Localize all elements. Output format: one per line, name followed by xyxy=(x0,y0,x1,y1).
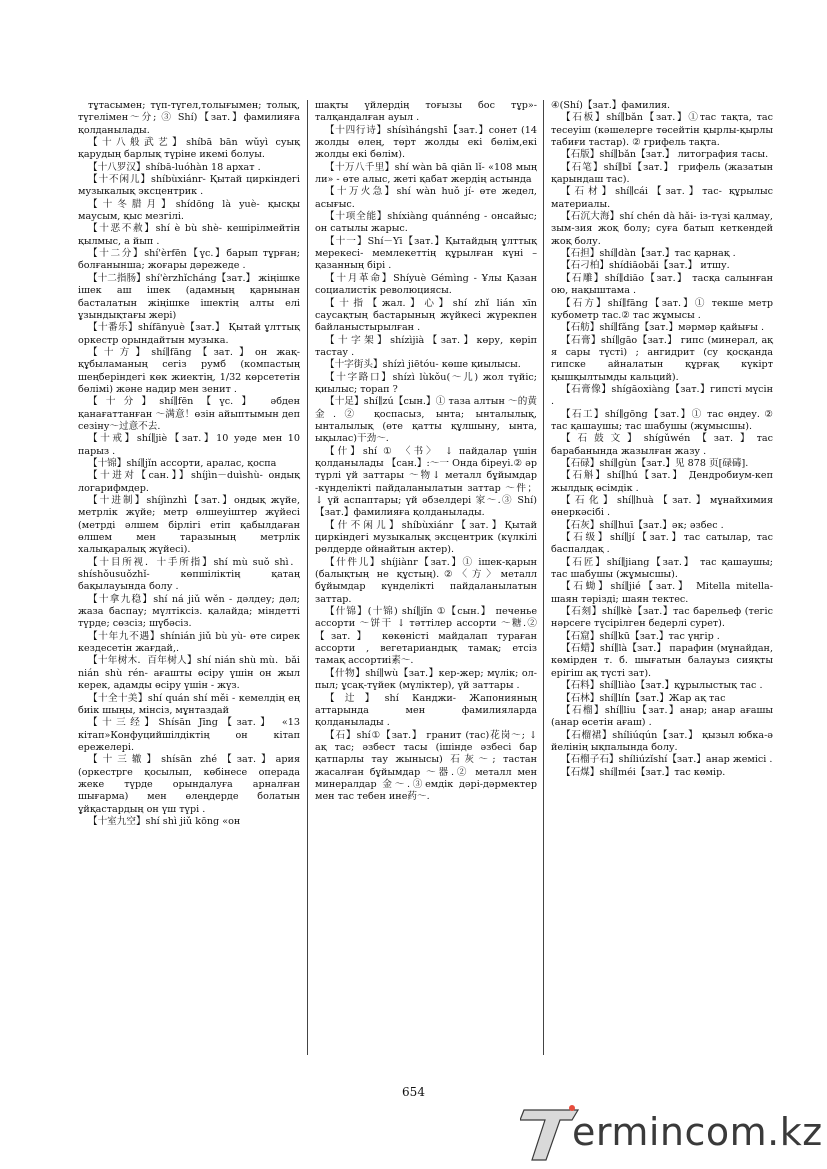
dictionary-entry: 【什】shí ① 〈书〉 ↓ пайдалар үшін қолданылады 【сан.】:～一 Онда біреуі.② әр түрлі үй заттары ～物↓ металл бұйымдар -күнделікті пайдаланылатын заттар ～件； ↓ үй аспаптары; үй әбзелдері 家～.③ Shí)【зат.】фамилияға қолданылады. xyxy=(315,445,537,519)
dictionary-entry: 【十三经】Shísān Jīng【зат.】 «13 кітап»Конфуцийшілдіктің он кітап ережелері. xyxy=(78,717,300,753)
dictionary-entry: 【石材】shí∥cái【зат.】тас- құрылыс материалы. xyxy=(551,186,773,210)
dictionary-entry: 【什不闲儿】shíbùxiánr【зат.】Қытай циркіндегі музыкалық эксцентрик (күлкілі рөлдерде ойнайтын актер). xyxy=(315,519,537,556)
dictionary-entry: 【十进对【сан.】】shíjìn－duìshù- ондық логарифмдер. xyxy=(78,470,300,494)
dictionary-entry: 【石膏像】shígāoxiàng【зат.】гипсті мүсін . xyxy=(551,383,773,408)
dictionary-entry: 【十八般武艺】shíbā bān wǔyì суық қарудың барлық түріне икемі болуы. xyxy=(78,137,300,161)
dictionary-entry: 【十一】Shí－Yī【зат.】Қытайдың ұлттық мерекесі- мемлекеттің құрылған күні – қазанның бірі . xyxy=(315,235,537,272)
dictionary-entry: 【石沉大海】shí chén dà hǎi- із-түзі қалмау, зым-зия жоқ болу; суға батып кеткендей жоқ болу. xyxy=(551,211,773,247)
dictionary-entry: 【石榴裙】shíliúqún【зат.】 қызыл юбка-ә йелінің ықпалында болу. xyxy=(551,729,773,753)
dictionary-entry: 【十目所视．十手所指】shí mù suǒ shì．shíshǒusuǒzhǐ- көпшіліктің қатаң бақылауында болу . xyxy=(78,556,300,593)
dictionary-entry: 【石煤】shí∥méi【зат.】тас көмір. xyxy=(561,766,726,778)
dictionary-entry: 【石级】shí∥jí【зат.】тас сатылар, тас баспалдақ . xyxy=(551,532,773,556)
dictionary-entry: 【十字街头】shízì jiētóu- көше қиылысы. xyxy=(325,359,521,371)
dictionary-entry: 【石料】shí∥liào【зат.】құрылыстық тас . xyxy=(561,680,763,692)
dictionary-entry: ④(Shí)【зат.】фамилия. xyxy=(551,100,671,111)
page-number: 654 xyxy=(402,1085,425,1099)
dictionary-entry: 【石匠】shí∥jiang【зат.】 тас қашаушы; тас шабушы (жұмысшы). xyxy=(551,556,773,581)
dictionary-entry: 【十万八千里】shí wàn bā qiān lǐ- «108 мың ли» - өте алыс, жеті қабат жердің астында xyxy=(315,161,537,186)
dictionary-entry: 【石窟】shí∥kū【зат.】тас үңгір . xyxy=(561,630,720,642)
watermark-text: ermincom.kz xyxy=(572,1110,823,1154)
dictionary-entry: 【石板】shí∥bǎn【зат.】①тас тақта, тас тесеуіш (кәшелерге төсейтін қырлы-қырлы табиғи тастар). ② грифель тақта. xyxy=(551,112,773,149)
dictionary-entry: 【十项全能】shíxiàng quánnéng - онсайыс; он сатылы жарыс. xyxy=(315,211,537,235)
dictionary-entry: 【十字架】shízìjià【зат.】көру, көріп тастау . xyxy=(315,334,537,358)
termincom-watermark xyxy=(520,1100,823,1162)
dictionary-entry: 【十拿九稳】shí ná jiǔ wěn - дәлдеу; дәл; жаза баспау; мүлтіксіз. қалайда; міндетті түрде; сөзсіз; шүбәсіз. xyxy=(78,593,300,630)
dictionary-entry: 【十二指肠】shí'èrzhǐcháng【зат.】 жіңішке ішек аш ішек (адамның қарнынан басталатын жіңішке ішектің алты елі ұзындықтағы жері) xyxy=(78,272,300,321)
dictionary-entry: 【石雕】shí∥diāo【зат.】 тасқа салынған ою, нақыштама . xyxy=(551,272,773,297)
dictionary-entry: 【石蜡】shí∥là【зат.】 парафин (мұнайдан, көмірден т. б. шығатын балауыз сияқты ерігіш ақ түсті зат). xyxy=(551,643,773,679)
dictionary-entry: 【什锦】(十锦) shí∥jǐn ①【сын.】 печенье ассорти ～饼干 ↓ тәттілер ассорти ～糖.② 【зат.】 көкөністі майдалап тураған ассорти , вегетариандық тамақ; етсіз тамақ ассортиі素～. xyxy=(315,606,537,667)
dictionary-entry: 【石舫】shí∥fǎng【зат.】мәрмәр қайығы . xyxy=(561,322,764,334)
dictionary-entry: 【辻】shí Канджи- Жапонияның аттарында мен фамилияларда қолданылады . xyxy=(315,692,537,729)
dictionary-entry: тұтасымен; түп-түгел,толығымен; толық, түгелімен～分; ③ Shí)【зат.】фамилияға қолданылады. xyxy=(78,100,300,136)
dictionary-entry: 【十八罗汉】shíbā-luóhàn 18 архат . xyxy=(88,161,261,173)
dictionary-entry: 【十年树木．百年树人】shí nián shù mù．bǎi nián shù rén- ағашты өсіру үшін он жыл керек, адамды өсіру үшін - жүз. xyxy=(78,655,300,692)
dictionary-entry: 【十四行诗】shísìhángshī【зат.】сонет (14 жолды өлең, төрт жолды екі бөлім,екі жолды екі бөлім). xyxy=(315,124,537,161)
dictionary-entry: 【十分】shí∥fēn【үс.】 әбден қанағаттанған ～满意！өзін айыптымын деп сезіну～过意不去. xyxy=(78,396,300,432)
dictionary-entry: 【十足】shí∥zú【сын.】① таза алтын ～的黄金.② қоспасыз, ынта; ынталылық, ынталылық (өте қатты құлшыну, ынта, ықылас)干劲～. xyxy=(315,396,537,445)
dictionary-entry: 【石笔】shí∥bǐ【зат.】 грифель (жазатын қарындаш тас). xyxy=(551,161,773,186)
dictionary-entry: 【石版】shí∥bǎn【зат.】 литография тасы. xyxy=(561,149,769,161)
dictionary-entry: 【十室九空】shí shì jiǔ kōng «он xyxy=(88,815,241,827)
dictionary-entry: 【石担】shí∥dàn【зат.】тас қарнақ . xyxy=(561,248,736,260)
column-middle xyxy=(315,100,537,804)
termincom-logo-icon xyxy=(520,1100,580,1162)
dictionary-entry: 【石斛】shí∥hú【зат.】 Дендробиум-кеп жылдық өсімдік . xyxy=(551,470,773,494)
dictionary-entry: 【十二分】shí'èrfēn【үс.】барып тұрған; болғанынша; жоғары дәрежеде . xyxy=(78,248,300,272)
dictionary-entry: 【十字路口】shízì lùkǒu(～儿) жол түйіс; қиылыс; торап ? xyxy=(315,371,537,395)
column-right xyxy=(551,100,773,779)
dictionary-entry: 【十进制】shíjìnzhì【зат.】ондық жүйе, метрлік жүйе; метр өлшеуіштер жүйесі (метрді әлшем бірлігі етіп қабылдаған өлшем мен таразының метрлік халықаралық жүйесі). xyxy=(78,495,300,556)
dictionary-entry: 【石方】shí∥fāng【зат.】① текше метр кубометр тас.② тас жұмысы . xyxy=(551,297,773,321)
dictionary-entry: 【十恶不赦】shí è bù shè- кешірілмейтін қылмыс, а йып . xyxy=(78,223,300,247)
dictionary-entry: 【什件儿】shíjiànr【зат.】① ішек-қарын (балықтың не құстың).②〈方〉металл бұйымдар күнделікті пайдаланылатын заттар. xyxy=(315,556,537,605)
dictionary-entry: 【石刻】shí∥kè【зат.】тас барельеф (тегіс нәрсеге түсірілген бедерлі сурет). xyxy=(551,606,773,630)
dictionary-entry: 【十戒】shí∥jiè【зат.】10 уәде мен 10 парыз . xyxy=(78,433,300,457)
dictionary-entry: 【十年九不遇】shínián jiǔ bù yù- өте сирек кездесетін жағдай,. xyxy=(78,630,300,655)
dictionary-entry: 【石蜐】shí∥jié【зат.】 Mitella mitella- шаян тәрізді; шаян тектес. xyxy=(551,581,773,605)
dictionary-entry: 【石鼓文】shígǔwén【зат.】тас барабанында жазылған жазу . xyxy=(551,433,773,457)
dictionary-entry: 【十冬腊月】shídōng là yuè- қысқы маусым, қыс мезгілі. xyxy=(78,198,300,223)
dictionary-entry: 【十万火急】shí wàn huǒ jí- өте жедел, асығыс. xyxy=(315,186,537,210)
dictionary-entry: 【十三辙】shísān zhé【зат.】ария (оркестрге қосылып, көбінесе операда жеке түрде орындалуға арналған шығарма) мен өлеңдерде болатын ұйқастардың он үш түрі . xyxy=(78,754,300,815)
dictionary-entry: 【十不闲儿】shíbùxiánr- Қытай циркіндегі музыкалық эксцентрик . xyxy=(78,174,300,198)
dictionary-entry: 【石刁柏】shídiāobǎi【зат.】 итшу. xyxy=(561,260,730,272)
dictionary-entry: 【石膏】shí∥gāo【зат.】 гипс (минерал, ақ я сары түсті) ; ангидрит (су қосқанда гипске айналатын құрғақ күкірт қышқылтымды кальций). xyxy=(551,334,773,383)
dictionary-entry: 【石榴子石】shíliúzǐshí【зат.】анар жемісі . xyxy=(561,754,773,766)
column-divider xyxy=(307,100,308,1055)
dictionary-entry: 【石碌】shí∥gùn【зат.】见 878 页[碌碡]. xyxy=(561,457,749,469)
dictionary-entry: 【石榴】shí∥liu【зат.】анар; анар ағашы (анар өсетін ағаш) . xyxy=(551,704,773,729)
dictionary-entry: 【十指【жал.】心】shí zhǐ lián xīn саусақтың бастарының жүйкесі жүрекпен байланыстырылған . xyxy=(315,297,537,334)
dictionary-entry: 【石工】shí∥gōng【зат.】① тас өңдеу. ② тас қашаушы; тас шабушы (жұмысшы). xyxy=(551,408,773,432)
dictionary-entry: 【石化】shí∥huà【зат.】мұнайхимия өнеркәсібі . xyxy=(551,495,773,519)
dictionary-entry: шақты үйлердің тоғызы бос тұр»- талқандалған ауыл . xyxy=(315,100,537,124)
column-divider xyxy=(543,100,544,1055)
dictionary-entry: 【石】shí①【зат.】 гранит (тас)花岗～; ↓ ақ тас; әзбест тасы (ішінде әзбесі бар қатпарлы тау жынысы) 石灰～; тастан жасалған бұйымдар ～器.② металл мен минералдар 金～.③емдік дәрі-дәрмектер мен тас тебен ине药～. xyxy=(315,729,537,803)
dictionary-entry: 【什物】shí∥wù【зат.】кер-жер; мүлік; ол-пыл; ұсақ-түйек (мүліктер), үй заттары . xyxy=(315,667,537,692)
dictionary-entry: 【十番乐】shífānyuè【зат.】 Қытай ұлттық оркестр орындайтын музыка. xyxy=(78,322,300,346)
column-left xyxy=(78,100,300,828)
dictionary-entry: 【十方】shí∥fāng【зат.】он жақ- құбыламаның сегіз румб (компастың шеңберіндегі көк жиектің, 1/32 көрсететін бөлімі) және надир мен зенит . xyxy=(78,346,300,395)
dictionary-entry: 【石灰】shí∥huī【зат.】әк; әзбес . xyxy=(561,519,724,531)
dictionary-entry: 【石林】shí∥lín【зат.】Жар ақ тас xyxy=(561,692,726,704)
dictionary-entry: 【十锦】shí∥jǐn ассорти, аралас, қоспа xyxy=(88,457,277,469)
dictionary-entry: 【十月革命】Shíyuè Gémìng - Ұлы Қазан социалистік революциясы. xyxy=(315,272,537,297)
dictionary-entry: 【十全十美】shí quán shí měi - кемелдің ең биік шыңы, мінсіз, мұнтаздай xyxy=(78,692,300,716)
